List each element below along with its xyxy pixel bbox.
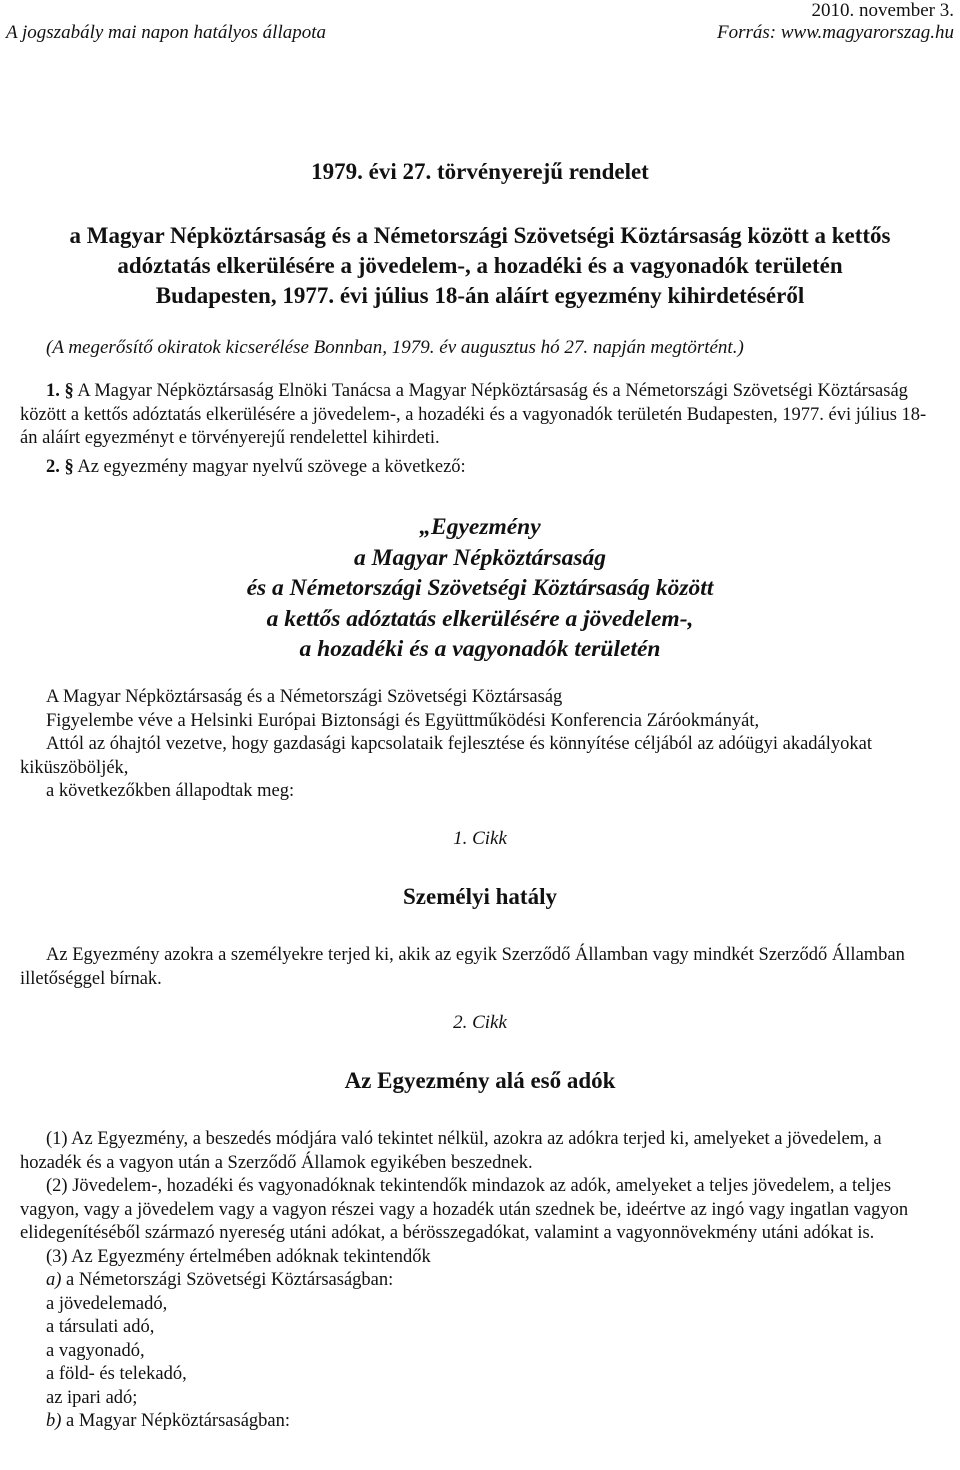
taxes-list	[20, 1269, 940, 1434]
section-2	[20, 456, 940, 480]
preamble-agreed: a következőkben állapodtak meg:	[46, 781, 295, 801]
treaty-title-line2: a Magyar Népköztársaság	[354, 544, 606, 571]
list-item: az ipari adó;	[46, 1387, 138, 1408]
decree-subtitle-line2: adóztatás elkerülésére a jövedelem-, a hozadéki és a vagyonadók területén	[117, 253, 843, 278]
list-item-b-text: a Magyar Népköztársaságban:	[66, 1411, 291, 1431]
section-1-text: A Magyar Népköztársaság Elnöki Tanácsa a Magyar Népköztársaság és a Németországi Szövetségi Köztársaság között a kettős adóztatás elkerülésére a jövedelem-, a hozadéki és a vagyonadók területén Budapesten, 1977. évi július 18-án aláírt egyezményt e törvényerejű rendelettel kihirdeti.	[20, 381, 927, 448]
preamble-considering: Figyelembe véve a Helsinki Európai Biztonsági és Együttműködési Konferencia Záróokmányát,	[46, 710, 760, 731]
list-item-a-text: a Németországi Szövetségi Köztársaságban:	[66, 1270, 394, 1290]
article-2-paragraph-3: (3) Az Egyezmény értelmében adóknak tekintendők	[46, 1246, 431, 1267]
list-item: a jövedelemadó,	[46, 1293, 168, 1314]
section-2-text: Az egyezmény magyar nyelvű szövege a következő:	[77, 457, 466, 477]
decree-subtitle-line3: Budapesten, 1977. évi július 18-án aláírt egyezmény kihirdetéséről	[155, 283, 805, 308]
treaty-title-line3: és a Németországi Szövetségi Köztársaság között	[246, 575, 714, 601]
decree-title: 1979. évi 27. törvényerejű rendelet	[311, 159, 649, 184]
article-2-label: 2. Cikk	[453, 1012, 507, 1033]
article-2-paragraph-1: (1) Az Egyezmény, a beszedés módjára való tekintet nélkül, azokra az adókra terjed ki, amelyeket a jövedelem, a hozadék és a vagyon után a Szerződő Államok egyikében beszednek.	[20, 1129, 882, 1173]
preamble-desiring: Attól az óhajtól vezetve, hogy gazdasági kapcsolataik fejlesztése és könnyítése céljából az adóügyi akadályokat kiküszöböljék,	[20, 734, 873, 778]
letter-a: a)	[46, 1270, 62, 1290]
header-source: Forrás: www.magyarorszag.hu	[717, 22, 954, 43]
list-item: a vagyonadó,	[46, 1340, 145, 1361]
section-1	[20, 380, 940, 451]
article-1-title: Személyi hatály	[403, 884, 557, 909]
article-1-text: Az Egyezmény azokra a személyekre terjed ki, akik az egyik Szerződő Államban vagy mindkét Szerződő Államban illetőséggel bírnak.	[20, 945, 905, 989]
header-status: A jogszabály mai napon hatályos állapota	[6, 22, 327, 43]
article-2-paragraph-2: (2) Jövedelem-, hozadéki és vagyonadóknak tekintendők mindazok az adók, amelyeket a teljes jövedelem, a teljes vagyon, vagy a jövedelem vagy a vagyon részei vagy a hozadék után szednek be, ideértve az ingó vagy ingatlan vagyon elidegenítéséből származó nyereség utáni adókat, a bérösszegadókat, valamint a vagyonnövekmény utáni adókat is.	[20, 1176, 909, 1243]
letter-b: b)	[46, 1411, 62, 1431]
page-header	[0, 0, 960, 50]
list-item-a	[20, 1269, 940, 1293]
list-item: a föld- és telekadó,	[46, 1364, 187, 1384]
treaty-title-line5: a hozadéki és a vagyonadók területén	[299, 636, 661, 662]
preamble-parties: A Magyar Népköztársaság és a Németországi Szövetségi Köztársaság	[46, 687, 563, 707]
header-date: 2010. november 3.	[811, 0, 954, 21]
article-1-label: 1. Cikk	[453, 828, 507, 849]
article-2-title: Az Egyezmény alá eső adók	[344, 1068, 616, 1093]
treaty-title-line1: „Egyezmény	[419, 514, 541, 540]
list-item-b	[20, 1410, 940, 1434]
section-1-number: 1. §	[46, 381, 74, 401]
section-2-number: 2. §	[46, 457, 74, 477]
treaty-title	[20, 512, 940, 665]
ratification-note: (A megerősítő okiratok kicserélése Bonnban, 1979. év augusztus hó 27. napján megtörtént.)	[46, 337, 744, 358]
article-2-body	[20, 1128, 940, 1434]
preamble	[20, 686, 940, 804]
decree-subtitle-line1: a Magyar Népköztársaság és a Németországi Szövetségi Köztársaság között a kettős	[69, 223, 891, 248]
list-item: a társulati adó,	[46, 1317, 155, 1337]
treaty-title-line4: a kettős adóztatás elkerülésére a jövedelem-,	[266, 605, 694, 632]
